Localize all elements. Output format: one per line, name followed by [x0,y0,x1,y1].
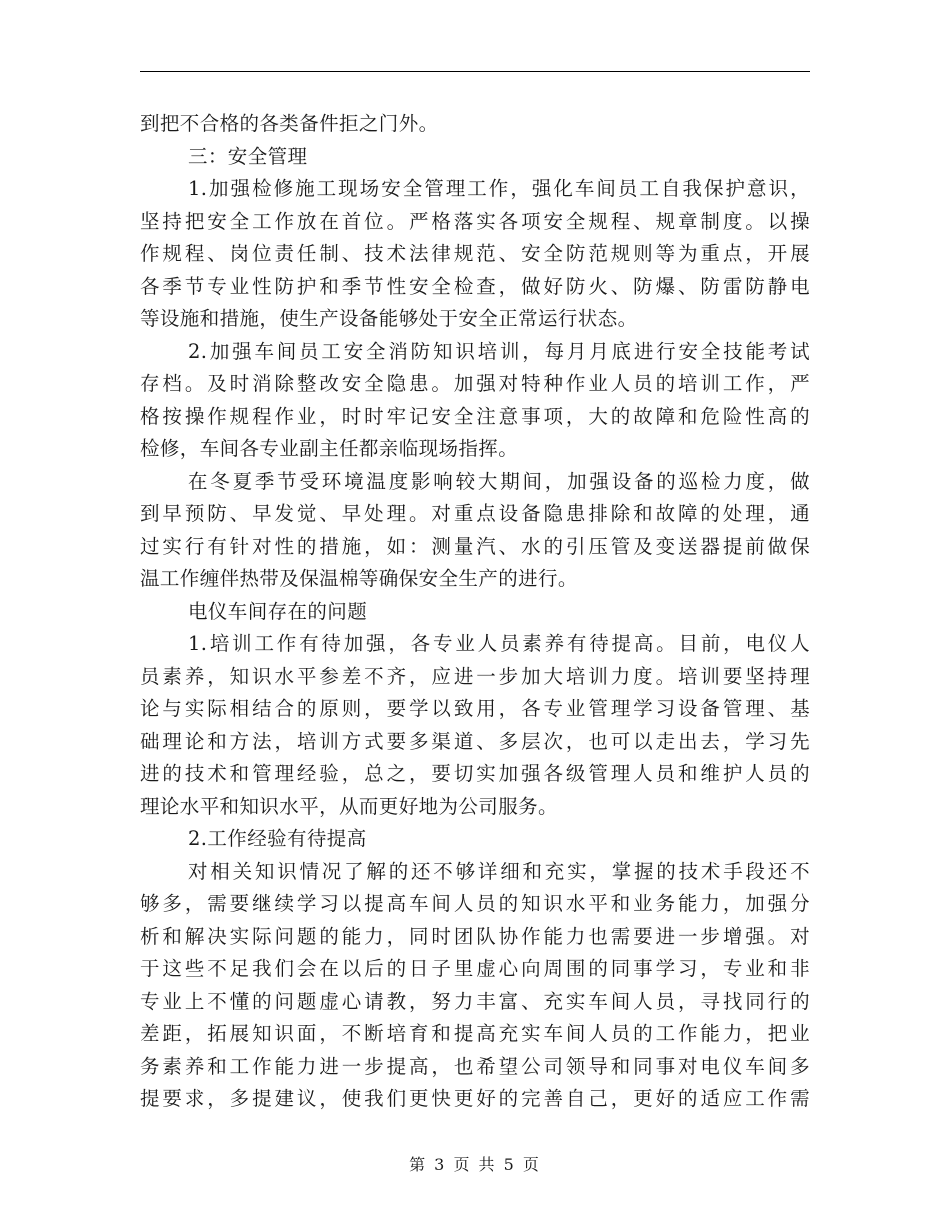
paragraph [140,173,810,336]
text-line: 务素养和工作能力进一步提高，也希望公司领导和同事对电仪车间多 [140,1054,810,1078]
text-line: 进的技术和管理经验，总之，要切实加强各级管理人员和维护人员的 [140,762,810,785]
text-line: 坚持把安全工作放在首位。严格落实各项安全规程、规章制度。以操 [140,209,810,233]
paragraph [140,856,810,1116]
text-line: 够多，需要继续学习以提高车间人员的知识水平和业务能力，加强分 [140,892,810,915]
text-line: 过实行有针对性的措施，如：测量汽、水的引压管及变送器提前做保 [140,534,810,558]
text-line: 于这些不足我们会在以后的日子里虚心向周围的同事学习，专业和非 [140,957,810,980]
paragraph [140,141,810,174]
paragraph [140,108,810,141]
text-line: 各季节专业性防护和季节性安全检查，做好防火、防爆、防雷防静电 [140,274,810,298]
text-line: 等设施和措施，使生产设备能够处于安全正常运行状态。 [140,307,638,330]
text-line: 差距，拓展知识面，不断培育和提高充实车间人员的工作能力，把业 [140,1022,810,1045]
paragraph [140,596,810,629]
text-line: 2.加强车间员工安全消防知识培训，每月月底进行安全技能考试 [188,339,810,363]
header-rule [140,71,810,72]
document-body [140,108,810,1116]
paragraph [140,336,810,466]
text-line: 1.加强检修施工现场安全管理工作，强化车间员工自我保护意识， [188,177,810,200]
text-line: 础理论和方法，培训方式要多渠道、多层次，也可以走出去，学习先 [140,729,810,753]
page-number: 第 3 页 共 5 页 [409,1155,541,1174]
text-line: 员素养，知识水平参差不齐，应进一步加大培训力度。培训要坚持理 [140,664,810,688]
text-line: 提要求，多提建议，使我们更快更好的完善自己，更好的适应工作需 [140,1087,810,1110]
text-line: 电仪车间存在的问题 [188,599,368,623]
text-line: 在冬夏季节受环境温度影响较大期间，加强设备的巡检力度，做 [188,469,810,493]
paragraph [140,466,810,596]
text-line: 专业上不懂的问题虚心请教，努力丰富、充实车间人员，寻找同行的 [140,989,810,1013]
text-line: 三：安全管理 [188,144,308,168]
text-line: 存档。及时消除整改安全隐患。加强对特种作业人员的培训工作，严 [140,372,810,395]
text-line: 对相关知识情况了解的还不够详细和充实，掌握的技术手段还不 [188,859,810,883]
text-line: 析和解决实际问题的能力，同时团队协作能力也需要进一步增强。对 [140,924,810,948]
text-line: 到把不合格的各类备件拒之门外。 [140,112,439,135]
paragraph [140,823,810,856]
text-line: 理论水平和知识水平，从而更好地为公司服务。 [140,794,558,818]
text-line: 2.工作经验有待提高 [188,827,367,850]
text-line: 作规程、岗位责任制、技术法律规范、安全防范规则等为重点，开展 [140,242,810,265]
text-line: 检修，车间各专业副主任都亲临现场指挥。 [140,437,519,460]
text-line: 格按操作规程作业，时时牢记安全注意事项，大的故障和危险性高的 [140,404,810,428]
text-line: 到早预防、早发觉、早处理。对重点设备隐患排除和故障的处理，通 [140,502,810,525]
text-line: 论与实际相结合的原则，要学以致用，各专业管理学习设备管理、基 [140,697,810,720]
paragraph [140,628,810,823]
text-line: 温工作缠伴热带及保温棉等确保安全生产的进行。 [140,567,578,590]
text-line: 1.培训工作有待加强，各专业人员素养有待提高。目前，电仪人 [188,632,810,655]
